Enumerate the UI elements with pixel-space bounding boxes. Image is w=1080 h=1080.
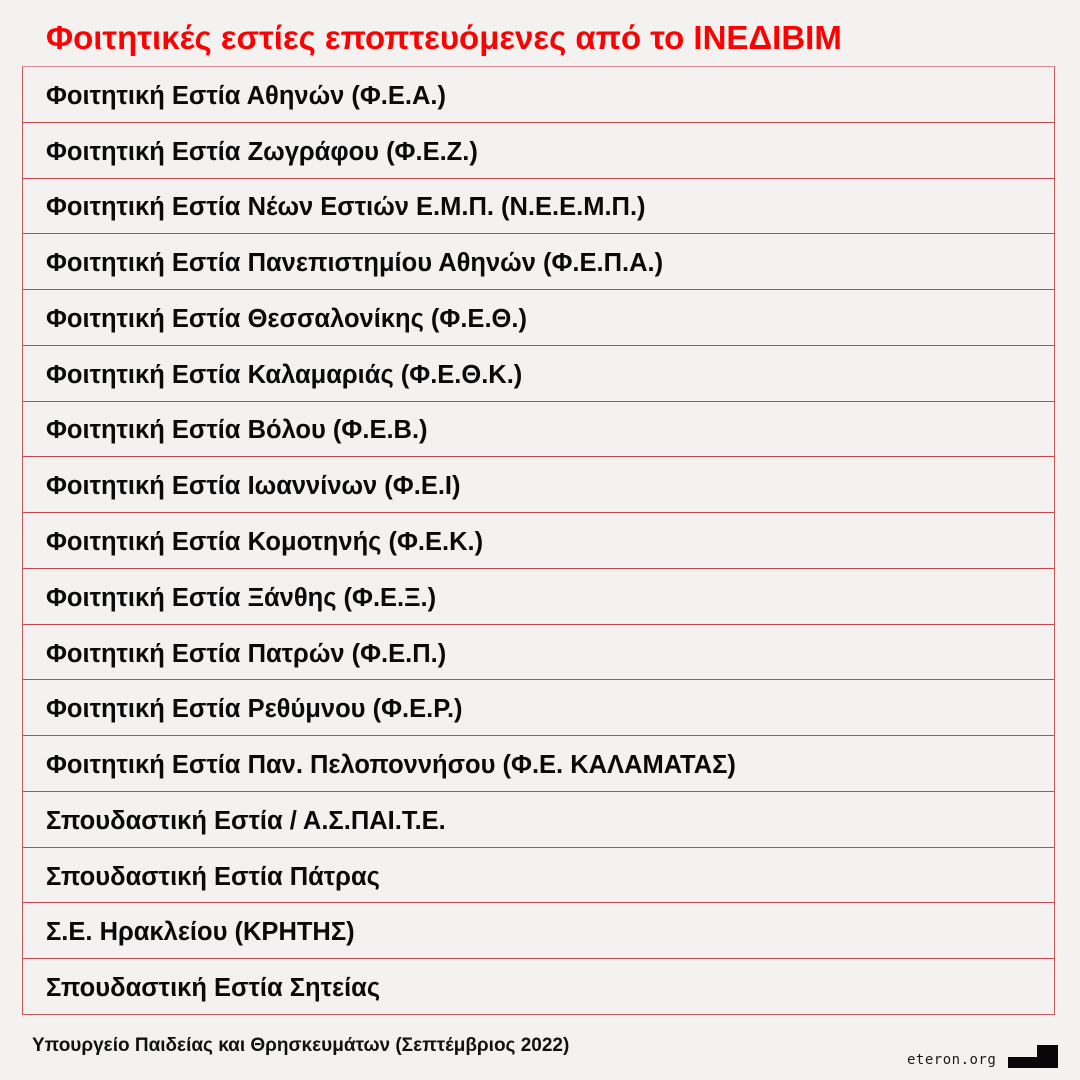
list-item-label: Φοιτητική Εστία Παν. Πελοποννήσου (Φ.Ε. ΚΑΛΑΜΑΤΑΣ)	[46, 751, 736, 780]
page-title: Φοιτητικές εστίες εποπτευόμενες από το ΙΝΕΔΙΒΙΜ	[46, 19, 842, 56]
list-item	[23, 847, 1054, 903]
list-item	[23, 512, 1054, 568]
eteron-step-logo-icon	[1008, 1045, 1058, 1068]
list-item-label: Φοιτητική Εστία Ιωαννίνων (Φ.Ε.Ι)	[46, 472, 461, 501]
list-item-label: Φοιτητική Εστία Αθηνών (Φ.Ε.Α.)	[46, 81, 446, 110]
source-caption: Υπουργείο Παιδείας και Θρησκευμάτων (Σεπτέμβριος 2022)	[32, 1035, 570, 1056]
list-item	[23, 568, 1054, 624]
list-item	[23, 178, 1054, 234]
list-item	[23, 958, 1054, 1014]
list-item-label: Σπουδαστική Εστία Πάτρας	[46, 862, 380, 891]
list-item	[23, 401, 1054, 457]
list-item	[23, 791, 1054, 847]
list-item-label: Φοιτητική Εστία Βόλου (Φ.Ε.Β.)	[46, 416, 428, 445]
list-item-label: Φοιτητική Εστία Ρεθύμνου (Φ.Ε.Ρ.)	[46, 695, 463, 724]
dormitory-list	[22, 66, 1055, 1015]
list-item-label: Σπουδαστική Εστία / Α.Σ.ΠΑΙ.Τ.Ε.	[46, 806, 446, 835]
list-item-label: Φοιτητική Εστία Ζωγράφου (Φ.Ε.Ζ.)	[46, 137, 478, 166]
list-item	[23, 233, 1054, 289]
list-item	[23, 67, 1054, 122]
list-item-label: Σπουδαστική Εστία Σητείας	[46, 974, 381, 1003]
list-item-label: Σ.Ε. Ηρακλείου (ΚΡΗΤΗΣ)	[46, 918, 355, 947]
brand-name: eteron.org	[907, 1052, 997, 1068]
list-item-label: Φοιτητική Εστία Πατρών (Φ.Ε.Π.)	[46, 639, 447, 668]
list-item	[23, 679, 1054, 735]
list-item-label: Φοιτητική Εστία Πανεπιστημίου Αθηνών (Φ.Ε.Π.Α.)	[46, 249, 664, 278]
list-item-label: Φοιτητική Εστία Κομοτηνής (Φ.Ε.Κ.)	[46, 528, 484, 556]
list-item	[23, 902, 1054, 958]
list-item	[23, 735, 1054, 791]
list-item-label: Φοιτητική Εστία Θεσσαλονίκης (Φ.Ε.Θ.)	[46, 304, 527, 333]
list-item	[23, 456, 1054, 512]
list-item	[23, 289, 1054, 345]
list-item	[23, 122, 1054, 178]
list-item-label: Φοιτητική Εστία Καλαμαριάς (Φ.Ε.Θ.Κ.)	[46, 360, 523, 389]
list-item-label: Φοιτητική Εστία Νέων Εστιών Ε.Μ.Π. (Ν.Ε.Ε.Μ.Π.)	[46, 193, 646, 222]
list-item	[23, 624, 1054, 680]
list-item-label: Φοιτητική Εστία Ξάνθης (Φ.Ε.Ξ.)	[46, 583, 437, 612]
list-item	[23, 345, 1054, 401]
